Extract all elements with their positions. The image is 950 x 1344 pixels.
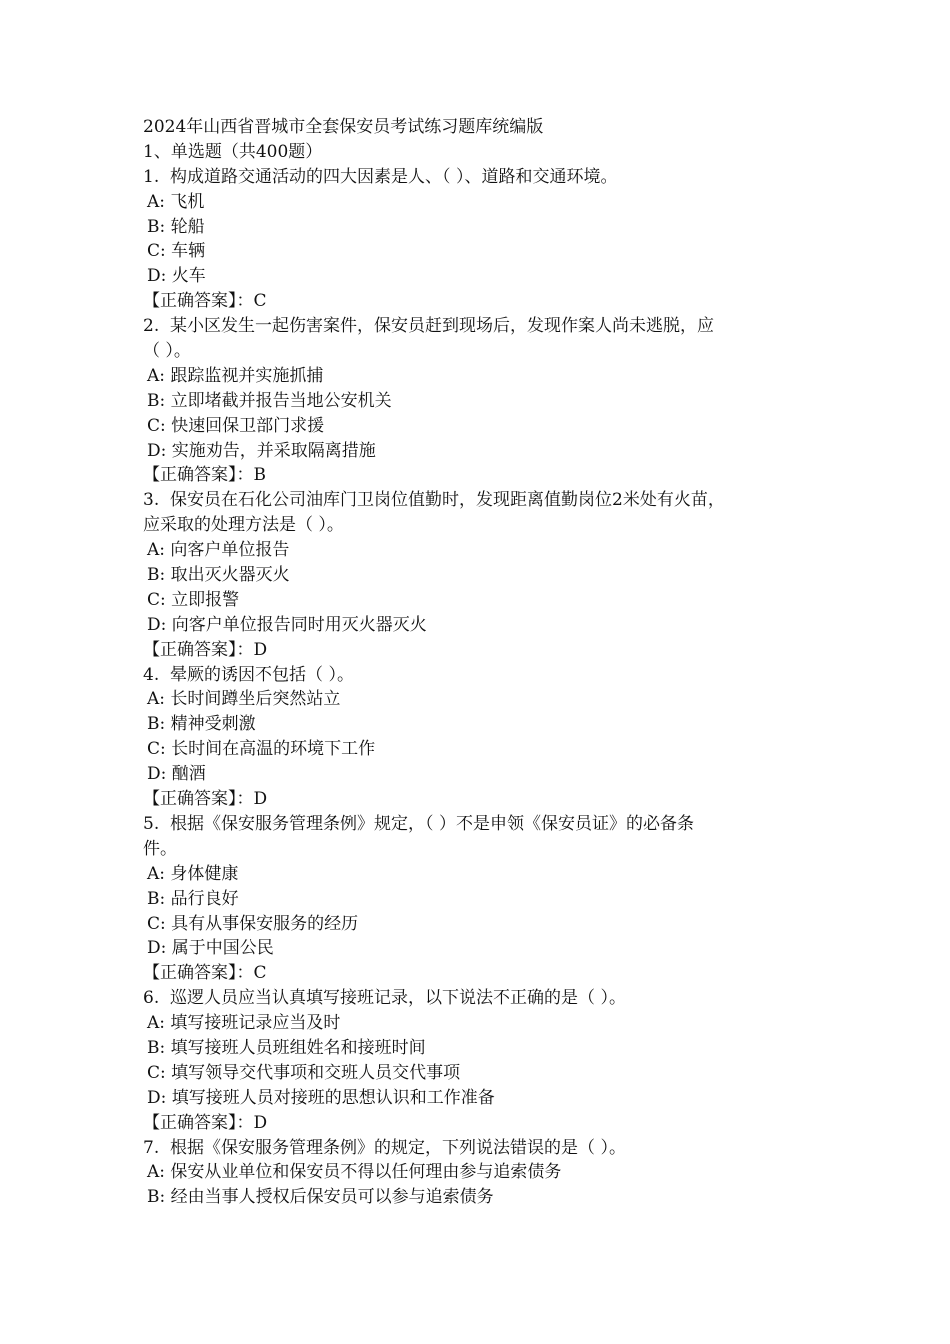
correct-answer bbox=[143, 1111, 808, 1136]
answer-value: C bbox=[253, 963, 267, 984]
correct-answer bbox=[143, 787, 808, 812]
answer-prefix: 【正确答案】： bbox=[143, 291, 254, 312]
question-number: 1. bbox=[143, 166, 160, 187]
answer-prefix: 【正确答案】： bbox=[143, 465, 254, 486]
option-d: D: 向客户单位报告同时用灭火器灭火 bbox=[147, 614, 427, 635]
option-a: A: 保安从业单位和保安员不得以任何理由参与追索债务 bbox=[147, 1162, 562, 1183]
answer-value: B bbox=[253, 465, 266, 486]
question-stem bbox=[143, 812, 808, 837]
option-c: C: 立即报警 bbox=[147, 589, 240, 610]
question-text: 保安员在石化公司油库门卫岗位值勤时，发现距离值勤岗位2米处有火苗， bbox=[170, 490, 725, 511]
option-a: A: 飞机 bbox=[147, 191, 205, 212]
option-d: D: 填写接班人员对接班的思想认识和工作准备 bbox=[147, 1087, 495, 1108]
answer-prefix: 【正确答案】： bbox=[143, 963, 254, 984]
question-text: 巡逻人员应当认真填写接班记录，以下说法不正确的是（ ）。 bbox=[170, 988, 626, 1009]
correct-answer bbox=[143, 961, 808, 986]
question-number: 6. bbox=[143, 988, 160, 1009]
option-a: A: 向客户单位报告 bbox=[147, 540, 290, 561]
question-1 bbox=[143, 165, 808, 314]
answer-prefix: 【正确答案】： bbox=[143, 789, 254, 810]
document-title: 2024年山西省晋城市全套保安员考试练习题库统编版 bbox=[143, 117, 544, 137]
option-b: B: 填写接班人员班组姓名和接班时间 bbox=[147, 1037, 426, 1058]
option-c: C: 具有从事保安服务的经历 bbox=[147, 913, 359, 934]
answer-value: D bbox=[253, 789, 268, 810]
answer-value: C bbox=[253, 291, 267, 312]
correct-answer bbox=[143, 638, 808, 663]
question-text: 晕厥的诱因不包括（ ）。 bbox=[170, 664, 354, 685]
question-stem bbox=[143, 488, 808, 513]
question-7 bbox=[143, 1136, 808, 1211]
option-b: B: 品行良好 bbox=[147, 888, 239, 909]
answer-prefix: 【正确答案】： bbox=[143, 1112, 254, 1133]
answer-value: D bbox=[253, 1112, 268, 1133]
question-number: 2. bbox=[143, 316, 160, 337]
question-stem bbox=[143, 165, 808, 190]
document-body bbox=[143, 115, 808, 1210]
question-4 bbox=[143, 663, 808, 812]
option-b: B: 取出灭火器灭火 bbox=[147, 565, 290, 586]
question-text: 根据《保安服务管理条例》的规定，下列说法错误的是（ ）。 bbox=[170, 1137, 626, 1158]
correct-answer bbox=[143, 463, 808, 488]
question-number: 7. bbox=[143, 1137, 160, 1158]
option-b: B: 轮船 bbox=[147, 216, 205, 237]
question-number: 3. bbox=[143, 490, 160, 511]
question-stem-continued: （ ）。 bbox=[143, 341, 191, 362]
option-d: D: 实施劝告，并采取隔离措施 bbox=[147, 440, 376, 461]
option-b: B: 精神受刺激 bbox=[147, 714, 256, 735]
answer-value: D bbox=[253, 639, 268, 660]
option-c: C: 填写领导交代事项和交班人员交代事项 bbox=[147, 1062, 461, 1083]
section-heading: 1、单选题（共400题） bbox=[143, 141, 323, 162]
question-number: 4. bbox=[143, 664, 160, 685]
option-a: A: 长时间蹲坐后突然站立 bbox=[147, 689, 341, 710]
question-stem bbox=[143, 314, 808, 339]
option-b: B: 经由当事人授权后保安员可以参与追索债务 bbox=[147, 1187, 494, 1208]
option-c: C: 车辆 bbox=[147, 241, 206, 262]
question-stem bbox=[143, 1136, 808, 1161]
option-d: D: 属于中国公民 bbox=[147, 938, 274, 959]
question-text: 某小区发生一起伤害案件，保安员赶到现场后，发现作案人尚未逃脱，应 bbox=[170, 316, 715, 337]
option-d: D: 火车 bbox=[147, 266, 206, 287]
question-5 bbox=[143, 812, 808, 986]
question-6 bbox=[143, 986, 808, 1135]
option-d: D: 酗酒 bbox=[147, 764, 206, 785]
option-a: A: 跟踪监视并实施抓捕 bbox=[147, 365, 324, 386]
question-text: 构成道路交通活动的四大因素是人、（ ）、道路和交通环境。 bbox=[170, 166, 618, 187]
question-stem bbox=[143, 986, 808, 1011]
option-c: C: 长时间在高温的环境下工作 bbox=[147, 739, 376, 760]
question-2 bbox=[143, 314, 808, 488]
question-stem bbox=[143, 663, 808, 688]
option-a: A: 填写接班记录应当及时 bbox=[147, 1013, 341, 1034]
question-stem-continued: 件。 bbox=[143, 838, 177, 859]
question-3 bbox=[143, 488, 808, 662]
question-number: 5. bbox=[143, 813, 160, 834]
option-c: C: 快速回保卫部门求援 bbox=[147, 415, 325, 436]
option-b: B: 立即堵截并报告当地公安机关 bbox=[147, 390, 392, 411]
correct-answer bbox=[143, 289, 808, 314]
question-stem-continued: 应采取的处理方法是（ ）。 bbox=[143, 515, 344, 536]
answer-prefix: 【正确答案】： bbox=[143, 639, 254, 660]
question-text: 根据《保安服务管理条例》规定，（ ）不是申领《保安员证》的必备条 bbox=[170, 813, 694, 834]
option-a: A: 身体健康 bbox=[147, 863, 239, 884]
